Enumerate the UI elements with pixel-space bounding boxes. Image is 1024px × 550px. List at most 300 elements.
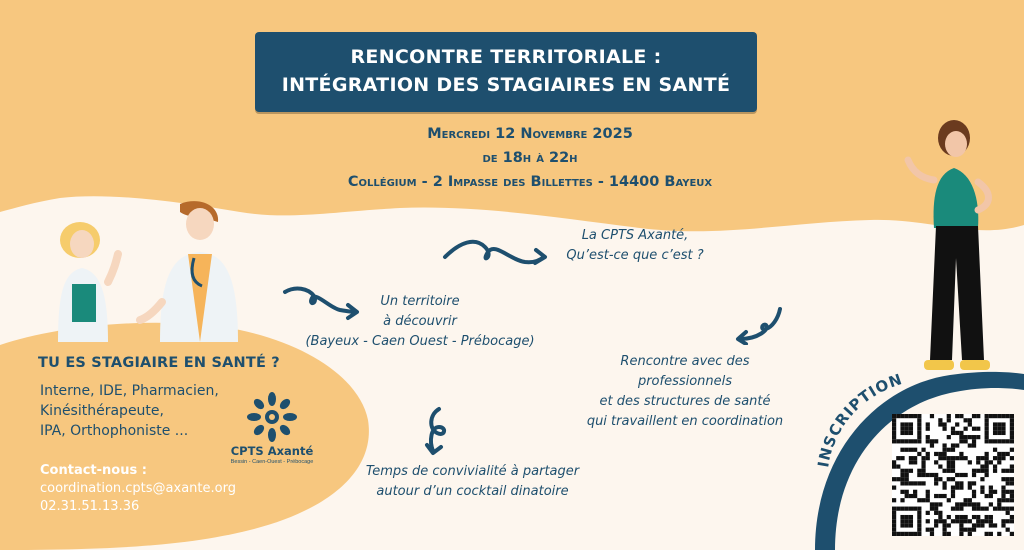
qr-module [955,481,959,485]
qr-module [980,464,984,468]
qr-module [1001,519,1005,523]
qr-module [892,519,896,523]
qr-module [913,490,917,494]
qr-module [930,532,934,536]
qr-module [926,456,930,460]
qr-module [947,477,951,481]
note-territory-line-1: Un territoire [380,294,460,309]
qr-module [964,498,968,502]
qr-module [917,439,921,443]
qr-module [959,431,963,435]
qr-module [909,439,913,443]
qr-module [900,422,904,426]
qr-module [1010,431,1014,435]
qr-module [926,498,930,502]
qr-module [1001,439,1005,443]
qr-module [892,498,896,502]
qr-module [917,511,921,515]
qr-module [989,515,993,519]
qr-module [909,523,913,527]
qr-module [892,439,896,443]
event-place: Collégium - 2 Impasse des Billettes - 14400 Bayeux [347,174,713,190]
qr-module [972,490,976,494]
qr-module [1001,469,1005,473]
qr-module [985,422,989,426]
note-meeting [560,352,810,432]
qr-module [942,422,946,426]
qr-module [997,414,1001,418]
qr-module [1010,532,1014,536]
qr-module [938,519,942,523]
qr-module [913,448,917,452]
qr-module [993,523,997,527]
woman-illustration [900,118,1010,380]
qr-module [1010,507,1014,511]
qr-module [1001,414,1005,418]
qr-module [985,452,989,456]
qr-module [926,427,930,431]
qr-module [997,502,1001,506]
qr-module [938,502,942,506]
qr-module [955,473,959,477]
event-info [300,122,760,194]
qr-module [917,427,921,431]
qr-module [989,460,993,464]
qr-module [926,494,930,498]
qr-module [972,439,976,443]
qr-module [900,469,904,473]
qr-module [892,515,896,519]
qr-module [968,435,972,439]
qr-module [951,427,955,431]
qr-module [900,427,904,431]
qr-module [926,452,930,456]
qr-module [892,460,896,464]
qr-module [1001,490,1005,494]
qr-module [951,456,955,460]
qr-module [985,456,989,460]
qr-module [930,528,934,532]
qr-module [980,519,984,523]
qr-module [921,460,925,464]
qr-module [917,507,921,511]
qr-module [905,532,909,536]
qr-module [980,490,984,494]
qr-module [947,414,951,418]
qr-module [955,443,959,447]
logo-subtitle: Bessin - Caen-Ouest - Prébocage [230,459,314,465]
qr-module [964,473,968,477]
qr-module [989,502,993,506]
qr-module [938,456,942,460]
note-meeting-line-2: professionnels [637,374,733,389]
qr-module [951,431,955,435]
qr-module [909,431,913,435]
qr-module [1006,414,1010,418]
qr-module [905,507,909,511]
qr-module [993,464,997,468]
stagiaire-role-line: IPA, Orthophoniste ... [40,423,189,439]
qr-module [926,490,930,494]
qr-module [955,502,959,506]
contact-email-link[interactable]: coordination.cpts@axante.org [40,481,236,496]
qr-module [964,515,968,519]
qr-module [921,498,925,502]
qr-module [1010,490,1014,494]
qr-module [938,477,942,481]
qr-module [917,481,921,485]
qr-module [909,460,913,464]
qr-module [896,477,900,481]
qr-module [959,519,963,523]
qr-module [947,515,951,519]
qr-module [900,414,904,418]
qr-module [947,448,951,452]
qr-module [959,439,963,443]
qr-module [968,418,972,422]
qr-module [997,427,1001,431]
qr-module [905,473,909,477]
qr-module [892,511,896,515]
qr-module [926,439,930,443]
qr-module [934,494,938,498]
qr-module [934,460,938,464]
qr-module [959,515,963,519]
qr-module [900,507,904,511]
qr-module [968,422,972,426]
qr-module [951,477,955,481]
qr-module [896,464,900,468]
qr-module [951,507,955,511]
note-convivial-line-1: Temps de convivialité à partager [365,464,580,479]
note-convivial [345,462,600,502]
qr-module [930,473,934,477]
qr-module [1001,486,1005,490]
qr-module [942,519,946,523]
qr-module [985,519,989,523]
event-time: de 18h à 22h [482,150,578,166]
inscription-text: INSCRIPTION [814,370,905,469]
cpts-logo-icon [244,390,300,444]
qr-module [980,456,984,460]
qr-module [909,414,913,418]
qr-module [972,502,976,506]
qr-module [959,452,963,456]
qr-module [976,507,980,511]
qr-module [985,507,989,511]
qr-module [926,422,930,426]
qr-module [989,490,993,494]
logo-name: CPTS Axanté [230,444,314,458]
note-territory [290,292,550,352]
qr-module [934,452,938,456]
qr-module [909,427,913,431]
qr-module [913,494,917,498]
qr-module [938,494,942,498]
qr-module [1010,519,1014,523]
qr-module [934,511,938,515]
qr-module [985,464,989,468]
qr-module [892,435,896,439]
qr-module [905,469,909,473]
qr-module [976,435,980,439]
qr-module [926,528,930,532]
qr-module [905,439,909,443]
qr-module [938,422,942,426]
qr-module [947,523,951,527]
qr-module [993,414,997,418]
qr-module [1001,498,1005,502]
qr-module [972,507,976,511]
qr-module [955,507,959,511]
qr-module [985,473,989,477]
stagiaire-role-line: Interne, IDE, Pharmacien, [40,383,219,399]
qr-module [905,523,909,527]
qr-module [892,422,896,426]
qr-module [955,431,959,435]
qr-module [1010,439,1014,443]
qr-module [985,532,989,536]
qr-module [900,481,904,485]
qr-module [905,481,909,485]
qr-module [942,481,946,485]
qr-module [972,427,976,431]
qr-module [980,469,984,473]
qr-module [951,490,955,494]
qr-module [942,448,946,452]
note-meeting-line-4: qui travaillent en coordination [586,414,784,429]
qr-module [934,523,938,527]
qr-module [985,431,989,435]
qr-module [947,460,951,464]
qr-module [909,507,913,511]
qr-module [968,460,972,464]
qr-module [909,532,913,536]
qr-module [917,435,921,439]
qr-module [921,469,925,473]
qr-module [959,528,963,532]
qr-module [913,481,917,485]
qr-module [892,477,896,481]
qr-module [938,452,942,456]
qr-module [930,443,934,447]
qr-module [905,448,909,452]
qr-module [1006,528,1010,532]
qr-module [1010,515,1014,519]
qr-module [968,502,972,506]
qr-module [1001,494,1005,498]
qr-module [892,528,896,532]
qr-module [1001,523,1005,527]
event-date: Mercredi 12 Novembre 2025 [427,126,633,142]
qr-module [972,494,976,498]
qr-module [930,414,934,418]
qr-module [934,481,938,485]
qr-module [926,511,930,515]
qr-module [968,486,972,490]
qr-module [896,456,900,460]
stagiaire-role-line: Kinésithérapeute, [40,403,164,419]
qr-module [892,523,896,527]
qr-module [900,515,904,519]
note-cpts-line-2: Qu’est-ce que c’est ? [566,248,704,263]
qr-module [892,464,896,468]
qr-module [909,481,913,485]
qr-module [913,460,917,464]
qr-module [909,448,913,452]
qr-module [921,464,925,468]
qr-module [985,515,989,519]
qr-module [955,414,959,418]
curly-arrow-icon [440,232,550,272]
qr-module [917,431,921,435]
qr-module [938,511,942,515]
qr-module [1010,477,1014,481]
qr-module [1006,490,1010,494]
qr-module [913,507,917,511]
qr-module [1010,418,1014,422]
qr-module [968,443,972,447]
qr-module [1010,448,1014,452]
qr-module [1010,498,1014,502]
qr-module [976,469,980,473]
qr-module [989,494,993,498]
qr-module [947,464,951,468]
qr-module [892,507,896,511]
qr-module [900,439,904,443]
qr-module [951,460,955,464]
qr-module [926,435,930,439]
qr-module [964,435,968,439]
qr-module [997,507,1001,511]
qr-module [1010,464,1014,468]
qr-module [1006,452,1010,456]
qr-module [905,414,909,418]
qr-module [985,439,989,443]
qr-module [900,519,904,523]
qr-module [968,481,972,485]
qr-module [972,481,976,485]
qr-module [896,414,900,418]
note-meeting-line-3: et des structures de santé [599,394,771,409]
qr-module [997,456,1001,460]
qr-module [913,414,917,418]
qr-module [955,519,959,523]
qr-module [892,431,896,435]
qr-module [1006,511,1010,515]
qr-module [964,418,968,422]
qr-module [1010,481,1014,485]
qr-module [997,532,1001,536]
qr-module [1010,427,1014,431]
qr-module [968,532,972,536]
qr-module [964,502,968,506]
qr-module [900,431,904,435]
curly-arrow-icon [415,405,459,457]
qr-module [993,427,997,431]
qr-module [917,473,921,477]
qr-module [900,456,904,460]
qr-module [951,494,955,498]
qr-module [997,439,1001,443]
note-cpts-line-1: La CPTS Axanté, [581,228,689,243]
note-meeting-line-1: Rencontre avec des [620,354,750,369]
qr-module [972,414,976,418]
qr-module [900,523,904,527]
qr-module [900,477,904,481]
qr-module [976,519,980,523]
qr-module [959,486,963,490]
contact-label: Contact-nous : [40,463,147,478]
qr-module [934,519,938,523]
qr-module [942,456,946,460]
qr-module [1006,469,1010,473]
qr-module [951,464,955,468]
qr-module [892,414,896,418]
qr-module [905,477,909,481]
qr-module [985,414,989,418]
qr-module [930,502,934,506]
contact-phone[interactable]: 02.31.51.13.36 [40,499,140,514]
qr-module [1006,519,1010,523]
contact-block [40,462,236,516]
qr-module [1001,427,1005,431]
qr-module [955,422,959,426]
qr-module [942,523,946,527]
qr-module [934,473,938,477]
qr-module [947,456,951,460]
qr-module [921,456,925,460]
qr-module [959,507,963,511]
qr-module [1010,469,1014,473]
qr-code[interactable] [892,414,1014,536]
qr-module [942,469,946,473]
qr-module [985,494,989,498]
qr-module [989,523,993,527]
qr-module [942,443,946,447]
qr-module [900,473,904,477]
qr-module [993,507,997,511]
qr-module [989,519,993,523]
qr-module [993,422,997,426]
qr-module [993,431,997,435]
qr-module [892,486,896,490]
title-banner [255,32,757,112]
qr-module [909,422,913,426]
qr-module [968,498,972,502]
qr-module [892,427,896,431]
note-convivial-line-2: autour d’un cocktail dinatoire [376,484,569,499]
qr-module [964,528,968,532]
qr-module [934,507,938,511]
qr-module [993,469,997,473]
qr-module [959,532,963,536]
qr-module [959,435,963,439]
qr-module [905,494,909,498]
qr-module [909,469,913,473]
qr-module [947,469,951,473]
qr-module [917,523,921,527]
qr-module [959,481,963,485]
health-workers-illustration [50,192,240,342]
qr-module [1006,439,1010,443]
qr-module [921,473,925,477]
qr-code-icon [892,414,1014,536]
qr-module [938,464,942,468]
qr-module [951,443,955,447]
qr-module [985,427,989,431]
qr-module [951,486,955,490]
